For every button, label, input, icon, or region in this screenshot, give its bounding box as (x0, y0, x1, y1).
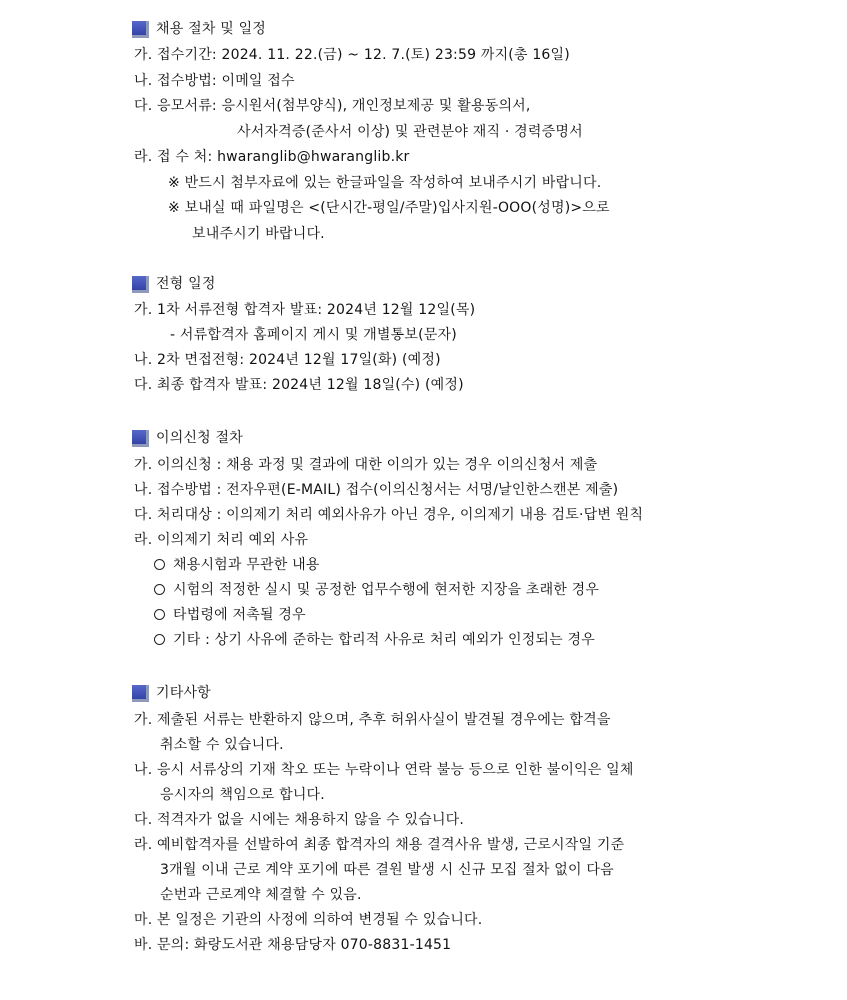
circle-bullet-icon (154, 584, 165, 595)
square-bullet-icon (132, 276, 149, 293)
text-line: 다. 적격자가 없을 시에는 채용하지 않을 수 있습니다. (134, 812, 465, 828)
text-line: 라. 예비합격자를 선발하여 최종 합격자의 채용 결격사유 발생, 근로시작일 기준 (134, 837, 625, 853)
text-line: 다. 처리대상 : 이의제기 처리 예외사유가 아닌 경우, 이의제기 내용 검토·답변 원칙 (134, 507, 644, 523)
section-heading-schedule (132, 19, 266, 39)
text-line: 가. 제출된 서류는 반환하지 않으며, 추후 허위사실이 발견될 경우에는 합격을 (134, 712, 611, 728)
text-line: 나. 2차 면접전형: 2024년 12월 17일(화) (예정) (134, 352, 441, 368)
text-line: 순번과 근로계약 체결할 수 있음. (160, 887, 362, 903)
text-line: 가. 이의신청 : 채용 과정 및 결과에 대한 이의가 있는 경우 이의신청서 제출 (134, 457, 598, 473)
circle-bullet-icon (154, 559, 165, 570)
section-title: 이의신청 절차 (156, 430, 243, 446)
text-line: 취소할 수 있습니다. (160, 737, 284, 753)
circle-bullet-icon (154, 609, 165, 620)
text-line: 응시자의 책임으로 합니다. (160, 787, 325, 803)
note-line: 보내주시기 바랍니다. (192, 226, 325, 242)
text-line: 라. 접 수 처: hwaranglib@hwaranglib.kr (134, 149, 410, 165)
text-line: 나. 접수방법: 이메일 접수 (134, 73, 295, 89)
square-bullet-icon (132, 21, 149, 38)
text-line: 나. 접수방법 : 전자우편(E-MAIL) 접수(이의신청서는 서명/날인한스캔본 제출) (134, 482, 619, 498)
square-bullet-icon (132, 685, 149, 702)
text-line: 가. 1차 서류전형 합격자 발표: 2024년 12월 12일(목) (134, 302, 476, 318)
text-line: 라. 이의제기 처리 예외 사유 (134, 532, 309, 548)
section-heading-misc (132, 683, 211, 703)
circle-bullet-icon (154, 634, 165, 645)
text-line: 다. 최종 합격자 발표: 2024년 12월 18일(수) (예정) (134, 377, 464, 393)
list-item (154, 555, 320, 575)
text-line: 나. 응시 서류상의 기재 착오 또는 누락이나 연락 불능 등으로 인한 불이익은 일체 (134, 762, 634, 778)
section-title: 기타사항 (156, 685, 211, 701)
list-item-text: 기타 : 상기 사유에 준하는 합리적 사유로 처리 예외가 인정되는 경우 (173, 632, 595, 648)
section-title: 채용 절차 및 일정 (156, 21, 267, 37)
list-item (154, 630, 595, 650)
text-line: - 서류합격자 홈페이지 게시 및 개별통보(문자) (170, 327, 457, 343)
list-item-text: 시험의 적정한 실시 및 공정한 업무수행에 현저한 지장을 초래한 경우 (173, 582, 600, 598)
section-heading-selection (132, 274, 216, 294)
square-bullet-icon (132, 430, 149, 447)
list-item-text: 타법령에 저촉될 경우 (173, 607, 306, 623)
note-line: ※ 보내실 때 파일명은 <(단시간-평일/주말)입사지원-OOO(성명)>으로 (168, 200, 610, 216)
list-item (154, 580, 599, 600)
text-line: 사서자격증(준사서 이상) 및 관련분야 재직 · 경력증명서 (237, 124, 583, 140)
list-item-text: 채용시험과 무관한 내용 (173, 557, 320, 573)
text-line: 마. 본 일정은 기관의 사정에 의하여 변경될 수 있습니다. (134, 912, 483, 928)
note-line: ※ 반드시 첨부자료에 있는 한글파일을 작성하여 보내주시기 바랍니다. (168, 175, 602, 191)
text-line: 다. 응모서류: 응시원서(첨부양식), 개인정보제공 및 활용동의서, (134, 98, 531, 114)
text-line: 가. 접수기간: 2024. 11. 22.(금) ~ 12. 7.(토) 23:59 까지(총 16일) (134, 47, 570, 63)
section-heading-objection (132, 428, 243, 448)
text-line: 3개월 이내 근로 계약 포기에 따른 결원 발생 시 신규 모집 절차 없이 다음 (160, 862, 614, 878)
contact-line: 바. 문의: 화랑도서관 채용담당자 070-8831-1451 (134, 937, 452, 953)
section-title: 전형 일정 (156, 276, 216, 292)
list-item (154, 605, 306, 625)
